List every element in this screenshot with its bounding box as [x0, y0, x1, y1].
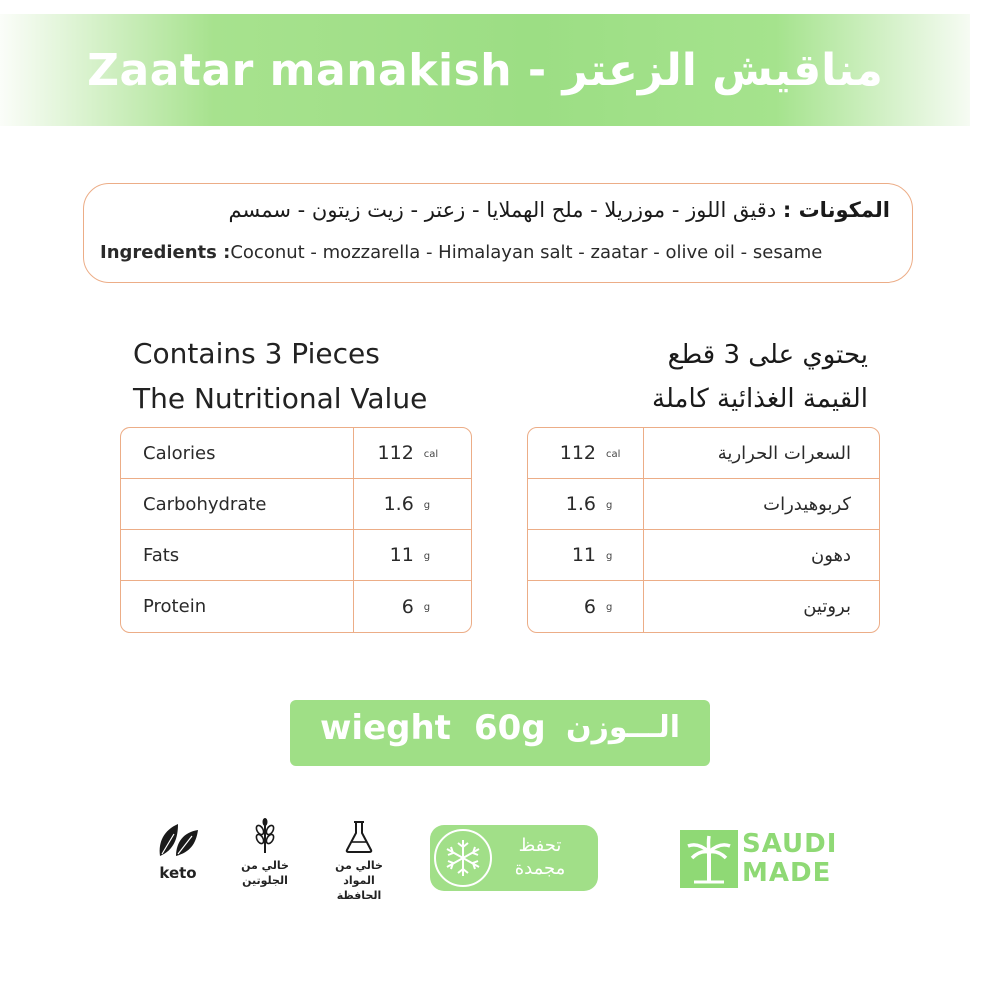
weight-label-en: wieght [320, 708, 451, 748]
nutrient-name: Protein [121, 581, 354, 632]
leaf-icon [156, 820, 200, 860]
preservative-free-label: خالي من المواد الحافظة [335, 859, 383, 902]
weight-label-ar: الـــوزن [566, 710, 680, 745]
made-label: MADE [742, 858, 832, 888]
nutrient-value: 11 [389, 544, 414, 566]
nutrient-value-cell [528, 530, 644, 581]
gluten-free-label: خالي من الجلوتين [241, 859, 289, 887]
nutrient-value: 112 [377, 442, 414, 464]
keto-label: keto [159, 864, 197, 882]
table-row [121, 479, 471, 530]
nutrient-value-cell [528, 479, 644, 530]
table-row [528, 530, 879, 581]
weight-value: 60g [474, 708, 546, 748]
table-row [121, 530, 471, 581]
nutrition-heading-ar: القيمة الغذائية كاملة [652, 384, 868, 414]
preservative-free-badge [322, 820, 396, 903]
nutrient-value-cell [354, 428, 471, 479]
pieces-heading-ar: يحتوي على 3 قطع [667, 340, 868, 370]
saudi-label: SAUDI [742, 829, 838, 859]
table-row [528, 428, 879, 479]
flask-icon [344, 820, 374, 854]
nutrient-value-cell [354, 530, 471, 581]
nutrient-value-cell [354, 581, 471, 632]
saudi-made-text [742, 830, 837, 888]
ingredients-arabic-text: دقيق اللوز - موزريلا - ملح الهملايا - زعتر - زيت زيتون - سمسم [228, 198, 783, 222]
table-row [121, 581, 471, 632]
ingredients-english-label: Ingredients : [100, 242, 231, 263]
pieces-heading-en: Contains 3 Pieces [133, 337, 380, 370]
table-row [528, 581, 879, 632]
ingredients-english-text: Coconut - mozzarella - Himalayan salt - zaatar - olive oil - sesame [230, 242, 823, 263]
keep-frozen-label: تحفظ مجمدة [514, 835, 566, 879]
nutrient-name: دهون [644, 530, 879, 581]
ingredients-arabic [229, 198, 890, 222]
nutrition-heading-en: The Nutritional Value [133, 382, 428, 415]
nutrient-unit: g [423, 602, 431, 613]
nutrient-name: كربوهيدرات [644, 479, 879, 530]
table-row [528, 479, 879, 530]
nutrition-table-ar [527, 427, 880, 633]
nutrient-name: بروتين [803, 596, 851, 617]
product-title: Zaatar manakish - مناقيش الزعتر [87, 44, 883, 96]
nutrient-unit: g [423, 550, 431, 562]
nutrient-unit: g [606, 550, 613, 562]
nutrient-value: 6 [583, 595, 596, 618]
nutrient-value-cell [528, 581, 644, 632]
nutrition-table-en [120, 427, 472, 633]
nutrient-value: 112 [559, 442, 596, 464]
nutrient-value: 1.6 [383, 493, 414, 515]
nutrient-unit: cal [606, 448, 621, 460]
ingredients-box [83, 183, 913, 283]
gluten-free-badge [236, 818, 294, 888]
nutrient-name: Calories [121, 428, 354, 479]
nutrient-name: السعرات الحرارية [644, 428, 879, 479]
nutrient-unit: g [606, 602, 613, 613]
nutrient-unit: g [606, 499, 613, 511]
nutrient-name: Carbohydrate [121, 479, 354, 530]
wheat-icon [254, 818, 276, 854]
nutrient-value: 1.6 [565, 493, 596, 515]
ingredients-english [100, 242, 822, 263]
nutrient-value: 6 [401, 595, 414, 618]
nutrient-name: Fats [121, 530, 354, 581]
nutrient-value-cell [528, 428, 644, 479]
ingredients-arabic-label: المكونات : [782, 198, 890, 222]
weight-badge [290, 700, 710, 766]
nutrient-unit: g [423, 499, 431, 511]
saudi-made-logo [680, 830, 850, 888]
table-row [121, 428, 471, 479]
nutrient-value-cell [354, 479, 471, 530]
snowflake-icon [434, 829, 492, 887]
nutrient-unit: cal [423, 448, 439, 460]
keto-badge [148, 820, 208, 882]
keep-frozen-badge [430, 825, 598, 891]
title-banner [0, 14, 970, 126]
nutrient-value: 11 [571, 544, 596, 566]
palm-logo-icon [680, 830, 738, 888]
